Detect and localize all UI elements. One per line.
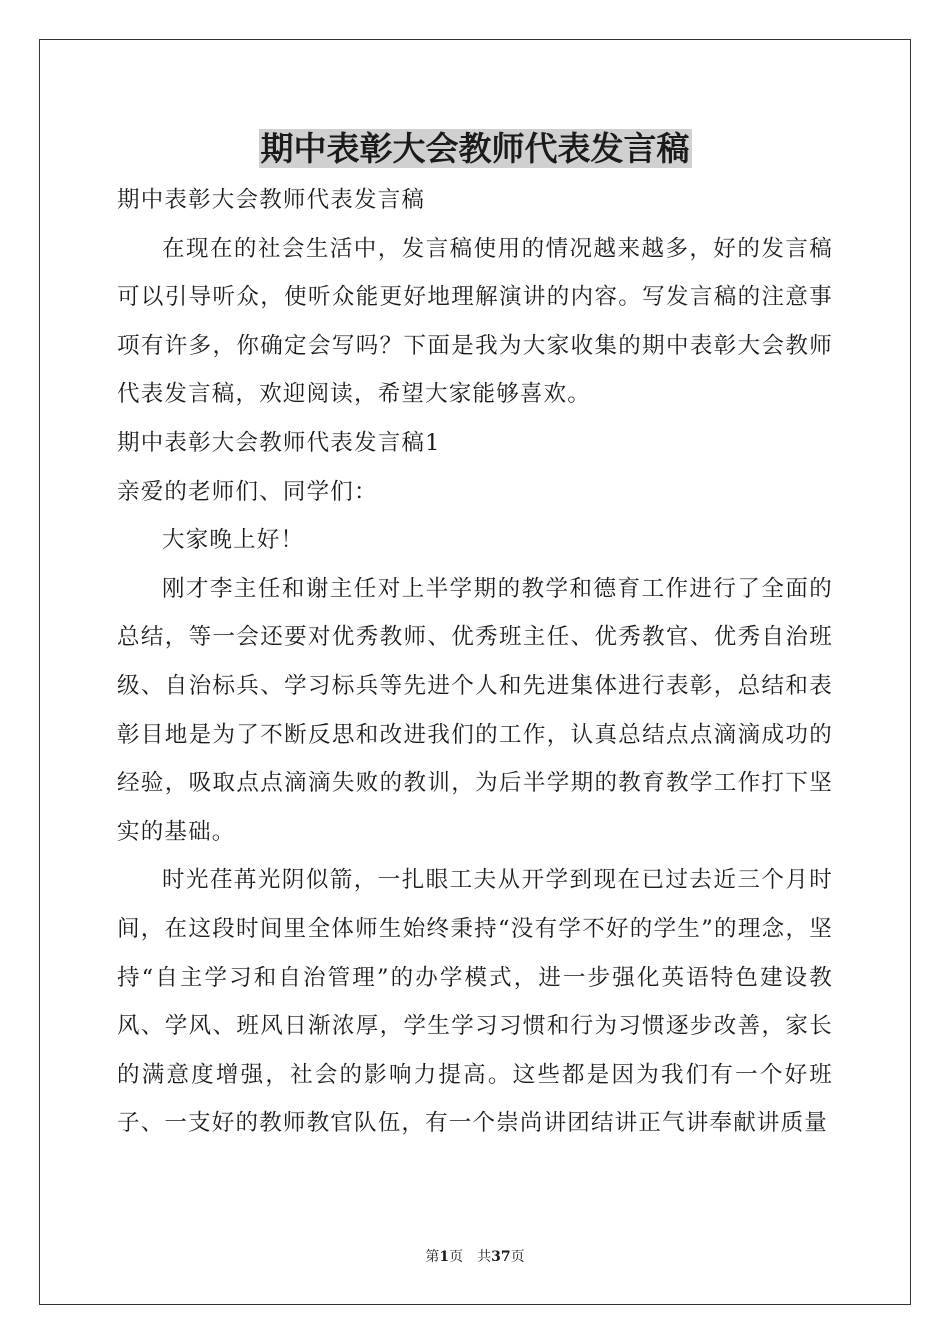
paragraph-section-heading: 期中表彰大会教师代表发言稿1 [117, 429, 441, 456]
paragraph-greeting: 大家晚上好！ [162, 527, 305, 554]
footer-page-suffix: 页 [449, 1249, 464, 1265]
paragraph-intro: 在现在的社会生活中，发言稿使用的情况越来越多，好的发言稿可以引导听众，使听众能更好地理解演讲的内容。写发言稿的注意事项有许多，你确定会写吗？下面是我为大家收集的期中表彰大会教师代表发言稿，欢迎阅读，希望大家能够喜欢。 [117, 235, 833, 408]
paragraph-body-1: 刚才李主任和谢主任对上半学期的教学和德育工作进行了全面的总结，等一会还要对优秀教师、优秀班主任、优秀教官、优秀自治班级、自治标兵、学习标兵等先进个人和先进集体进行表彰，总结和表彰目地是为了不断反思和改进我们的工作，认真总结点点滴滴成功的经验，吸取点点滴滴失败的教训，为后半学期的教育教学工作打下坚实的基础。 [117, 575, 833, 845]
footer-page-number: 1 [439, 1249, 450, 1265]
page-footer [0, 1247, 950, 1267]
document-title-text: 期中表彰大会教师代表发言稿 [260, 129, 690, 168]
paragraph-subtitle: 期中表彰大会教师代表发言稿 [117, 187, 426, 213]
footer-page-prefix: 第 [425, 1249, 440, 1265]
footer-total-suffix: 页 [510, 1249, 525, 1265]
paragraph-salutation: 亲爱的老师们、同学们： [117, 478, 378, 505]
footer-total-pages: 37 [491, 1249, 511, 1265]
document-title [0, 126, 950, 172]
paragraph-body-2: 时光荏苒光阴似箭，一扎眼工夫从开学到现在已过去近三个月时间，在这段时间里全体师生始终秉持“没有学不好的学生”的理念，坚持“自主学习和自治管理”的办学模式，进一步强化英语特色建设教风、学风、班风日渐浓厚，学生学习习惯和行为习惯逐步改善，家长的满意度增强，社会的影响力提高。这些都是因为我们有一个好班子、一支好的教师教官队伍，有一个崇尚讲团结讲正气讲奉献讲质量 [117, 867, 833, 1137]
footer-total-prefix: 共 [477, 1249, 492, 1265]
document-body [117, 176, 833, 1148]
